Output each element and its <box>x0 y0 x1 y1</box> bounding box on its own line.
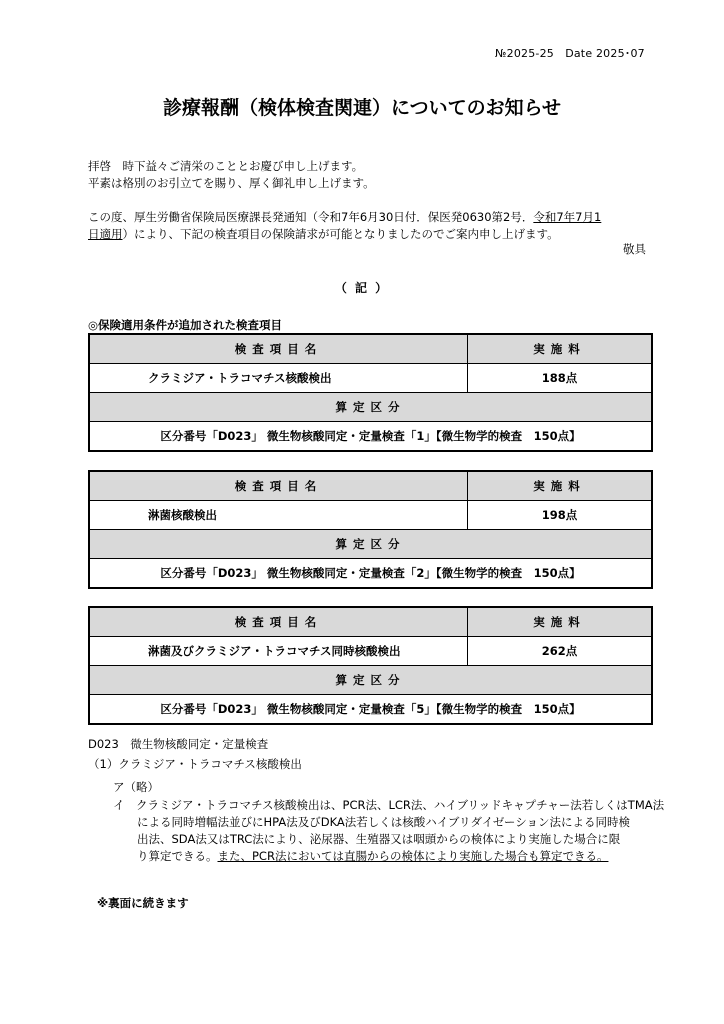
test-item-table-2 <box>88 470 653 589</box>
header-item-name: 検査項目名 <box>89 471 468 501</box>
item-calc-code: 区分番号「D023」 微生物核酸同定・定量検査「1」【微生物学的検査 150点】 <box>89 422 652 452</box>
intro-line-2-text: ）により、下記の検査項目の保険請求が可能となりましたのでご案内申し上げます。 <box>122 227 559 241</box>
intro-line-1 <box>88 209 601 226</box>
intro-effective-date-part1: 令和7年7月1 <box>533 210 602 224</box>
notes-item-i-line-2: による同時増幅法並びにHPA法及びDKA法若しくは核酸ハイブリダイゼーション法による同時検 <box>137 815 630 829</box>
greeting-line-1: 拝啓 時下益々ご清栄のこととお慶び申し上げます。 <box>88 159 364 173</box>
header-fee: 実施料 <box>468 334 653 364</box>
ki-heading: （ 記 ） <box>334 281 390 295</box>
notes-item-i-line-1: イ クラミジア・トラコマチス核酸検出は、PCR法、LCR法、ハイブリッドキャプチャー法若しくはTMA法 <box>113 798 665 812</box>
header-item-name: 検査項目名 <box>89 334 468 364</box>
intro-effective-date-part2: 日適用 <box>88 227 123 241</box>
header-fee: 実施料 <box>468 607 653 637</box>
header-calc-category: 算定区分 <box>89 666 652 695</box>
header-fee: 実施料 <box>468 471 653 501</box>
item-fee: 262点 <box>468 637 653 666</box>
item-fee: 188点 <box>468 364 653 393</box>
item-calc-code: 区分番号「D023」 微生物核酸同定・定量検査「2」【微生物学的検査 150点】 <box>89 559 652 589</box>
notes-subheading: （1）クラミジア・トラコマチス核酸検出 <box>88 757 302 771</box>
item-fee: 198点 <box>468 501 653 530</box>
greeting-line-2: 平素は格別のお引立てを賜り、厚く御礼申し上げます。 <box>88 176 375 190</box>
intro-line-2 <box>88 226 559 243</box>
continued-note: ※裏面に続きます <box>97 896 189 910</box>
notes-item-i-amendment: また、PCR法においては直腸からの検体により実施した場合も算定できる。 <box>217 849 609 863</box>
notes-heading: D023 微生物核酸同定・定量検査 <box>88 737 269 751</box>
test-item-table-3 <box>88 606 653 725</box>
header-item-name: 検査項目名 <box>89 607 468 637</box>
test-item-table-1 <box>88 333 653 452</box>
header-calc-category: 算定区分 <box>89 530 652 559</box>
notes-item-i-line-3: 出法、SDA法又はTRC法により、泌尿器、生殖器又は咽頭からの検体により実施した場合に限 <box>137 832 621 846</box>
notes-item-i-line-4-text: り算定できる。 <box>137 849 218 863</box>
header-calc-category: 算定区分 <box>89 393 652 422</box>
notes-item-a: ア（略） <box>113 780 159 794</box>
document-number-date: №2025-25 Date 2025･07 <box>495 47 645 60</box>
closing-keigu: 敬具 <box>623 242 646 256</box>
page-title: 診療報酬（検体検査関連）についてのお知らせ <box>162 97 562 119</box>
section-title: ◎保険適用条件が追加された検査項目 <box>88 318 283 332</box>
item-name: 淋菌核酸検出 <box>89 501 468 530</box>
item-calc-code: 区分番号「D023」 微生物核酸同定・定量検査「5」【微生物学的検査 150点】 <box>89 695 652 725</box>
notes-item-i-line-4 <box>137 848 608 865</box>
item-name: 淋菌及びクラミジア・トラコマチス同時核酸検出 <box>89 637 468 666</box>
item-name: クラミジア・トラコマチス核酸検出 <box>89 364 468 393</box>
intro-line-1-text: この度、厚生労働省保険局医療課長発通知（令和7年6月30日付．保医発0630第2号． <box>88 210 534 224</box>
